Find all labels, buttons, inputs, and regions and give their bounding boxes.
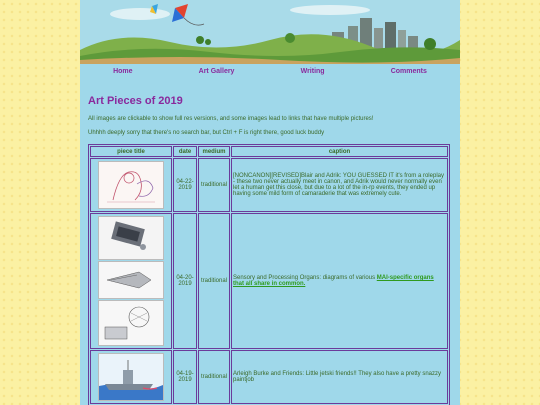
column-header-caption: caption — [231, 146, 448, 157]
piece-thumbnail-cell — [90, 158, 172, 212]
artwork-thumbnail[interactable] — [98, 216, 164, 260]
table-row — [90, 158, 448, 212]
artwork-thumbnail[interactable] — [98, 300, 164, 346]
piece-thumbnail-cell — [90, 350, 172, 404]
column-header-medium: medium — [198, 146, 230, 157]
medium-cell: traditional — [198, 158, 230, 212]
caption-link[interactable]: MAI-specific organs that all share in common. — [233, 275, 434, 287]
table-header-row — [90, 146, 448, 157]
artwork-thumbnail[interactable] — [98, 353, 164, 401]
main-nav — [80, 64, 460, 78]
artwork-thumbnail[interactable] — [98, 161, 164, 209]
artwork-thumbnail[interactable] — [98, 261, 164, 299]
page-title: Art Pieces of 2019 — [88, 95, 183, 107]
piece-thumbnail-cell — [90, 213, 172, 349]
nav-writing-link[interactable]: Writing — [300, 67, 325, 75]
table-row — [90, 213, 448, 349]
intro-text: All images are clickable to show full res versions, and some images lead to links that have multiple pictures! — [88, 116, 374, 122]
table-row — [90, 350, 448, 404]
column-header-piece-title: piece title — [90, 146, 172, 157]
column-header-date: date — [173, 146, 197, 157]
banner-landscape — [80, 0, 460, 64]
caption-cell: Arleigh Burke and Friends: Little jetski friends!! They also have a pretty snazzy paintjob — [231, 350, 448, 404]
header-banner — [80, 0, 460, 64]
search-note-text: Uhhhh deeply sorry that there's no search bar, but Ctrl + F is right there, good luck buddy — [88, 130, 325, 136]
medium-cell: traditional — [198, 213, 230, 349]
caption-cell — [231, 213, 448, 349]
caption-text: Sensory and Processing Organs: diagrams of various — [233, 275, 377, 281]
medium-cell: traditional — [198, 350, 230, 404]
page-panel — [80, 0, 460, 405]
date-cell: 04-20-2019 — [173, 213, 197, 349]
art-table — [88, 144, 450, 405]
nav-art-gallery-link[interactable]: Art Gallery — [198, 67, 235, 75]
date-cell: 04-22-2019 — [173, 158, 197, 212]
date-cell: 04-19-2019 — [173, 350, 197, 404]
nav-home-link[interactable]: Home — [113, 67, 133, 75]
nav-comments-link[interactable]: Comments — [390, 67, 427, 75]
caption-cell: [NONCANON][REVISED]Blair and Adrik: YOU GUESSED IT it's from a roleplay - these two never actually meet in canon, and Adrik would never normally even let a human get this close, but due to a lot of the in-rp events, they ended up having some mild form of camaraderie that was extremely cute. — [231, 158, 448, 212]
